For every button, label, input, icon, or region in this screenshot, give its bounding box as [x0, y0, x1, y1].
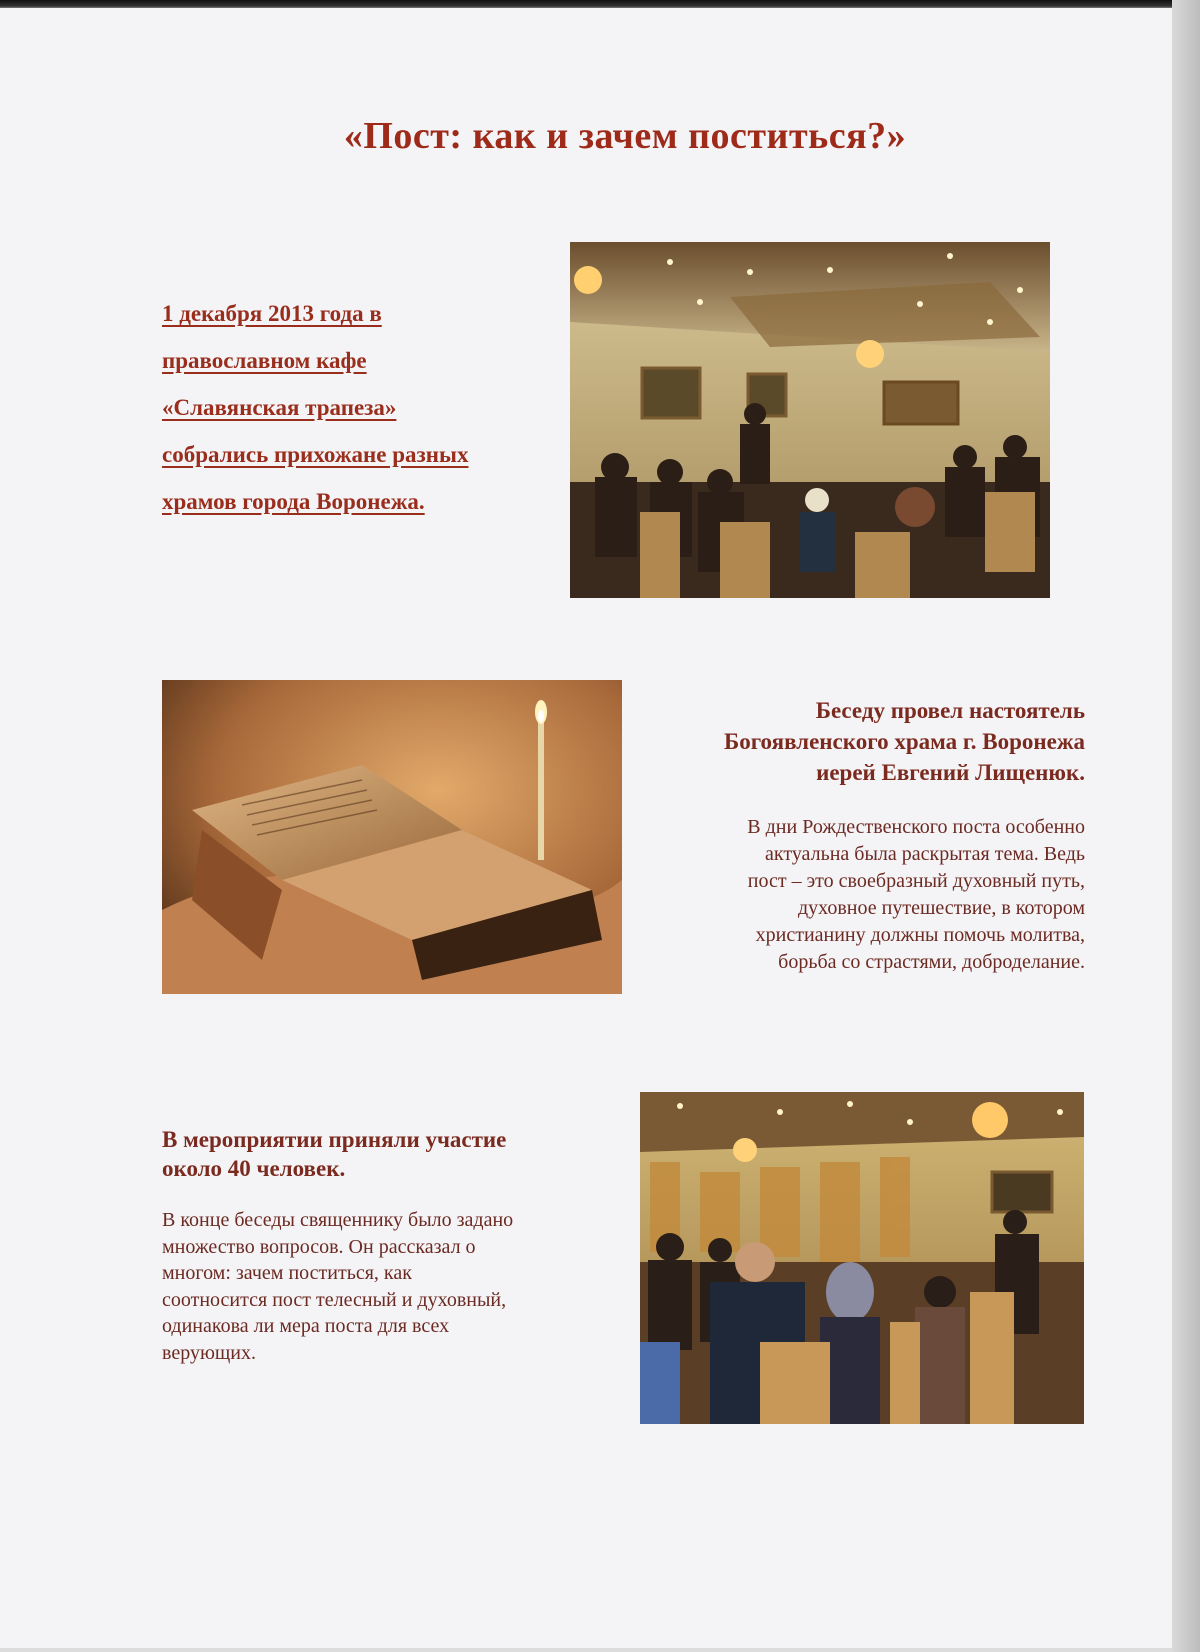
intro-line: православном кафе	[162, 348, 367, 373]
host-section	[630, 695, 1085, 976]
host-paragraph-line: актуальна была раскрытая тема. Ведь	[765, 843, 1085, 865]
participants-photo	[640, 1092, 1084, 1424]
scan-right-edge	[1172, 0, 1200, 1652]
cafe-hall-photo	[570, 242, 1050, 598]
book-candle-photo	[162, 680, 622, 994]
host-heading-line: Богоявленского храма г. Воронежа	[723, 729, 1085, 754]
participants-paragraph-line: одинакова ли мера поста для всех	[162, 1315, 450, 1337]
participants-paragraph-line: множество вопросов. Он рассказал о	[162, 1235, 476, 1258]
participants-paragraph-line: верующих.	[162, 1341, 256, 1364]
participants-heading-line: около 40 человек.	[162, 1156, 346, 1181]
participants-section	[162, 1125, 632, 1366]
host-heading	[630, 695, 1085, 788]
page-title: «Пост: как и зачем поститься?»	[343, 115, 907, 157]
intro-line: храмов города Воронежа.	[162, 489, 425, 514]
participants-heading-line: В мероприятии приняли участие	[162, 1127, 507, 1152]
participants-paragraph-line: соотносится пост телесный и духовный,	[162, 1288, 507, 1311]
host-paragraph-line: пост – это своебразный духовный путь,	[747, 870, 1085, 892]
host-paragraph-line: борьба со страстями, доброделание.	[778, 951, 1085, 973]
host-paragraph	[630, 814, 1085, 976]
host-heading-line: иерей Евгений Лищенюк.	[816, 760, 1085, 785]
participants-paragraph	[162, 1207, 632, 1366]
host-paragraph-line: христианину должны помочь молитва,	[755, 924, 1085, 946]
host-paragraph-line: духовное путешествие, в котором	[797, 897, 1085, 919]
host-paragraph-line: В дни Рождественского поста особенно	[747, 816, 1085, 838]
intro-line: собрались прихожане разных	[162, 442, 469, 467]
participants-paragraph-line: многом: зачем поститься, как	[162, 1262, 412, 1284]
intro-line: 1 декабря 2013 года в	[162, 301, 382, 326]
participants-paragraph-line: В конце беседы священнику было задано	[162, 1209, 514, 1231]
participants-heading	[162, 1125, 632, 1183]
intro-paragraph	[162, 290, 582, 525]
host-heading-line: Беседу провел настоятель	[815, 698, 1085, 723]
intro-line: «Славянская трапеза»	[162, 395, 397, 420]
